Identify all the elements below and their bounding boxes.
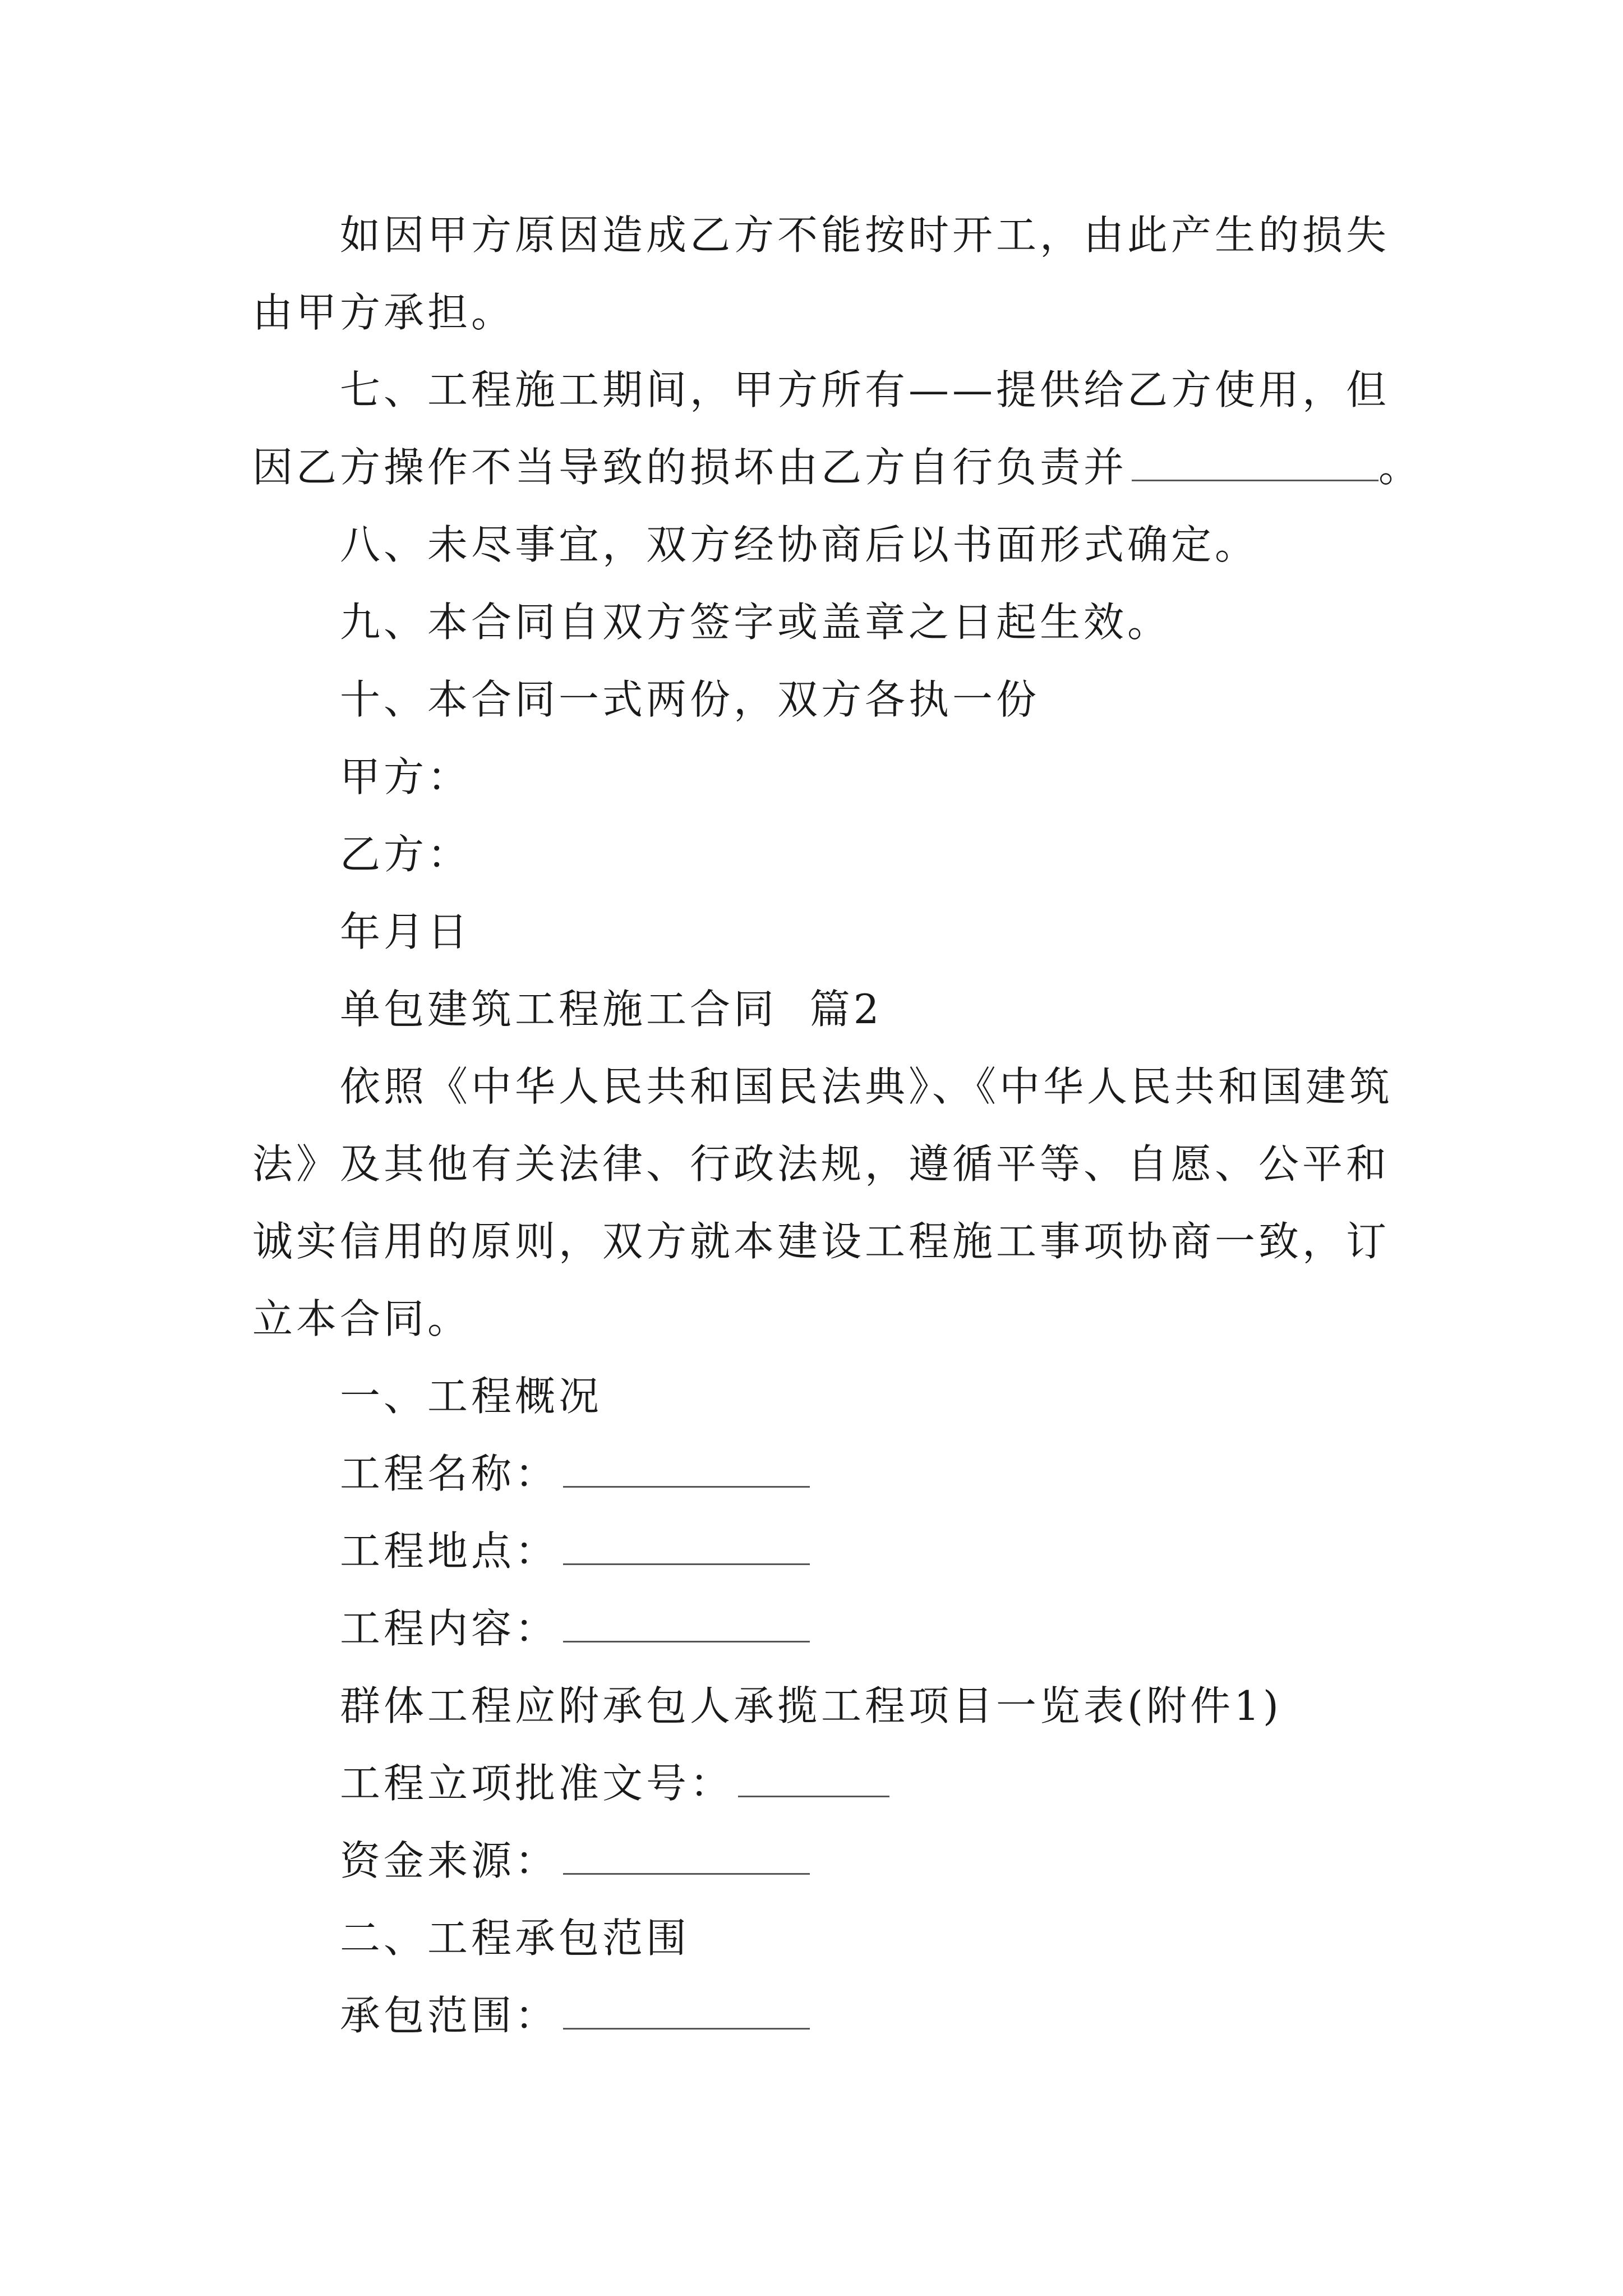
field-label: 工程内容： bbox=[340, 1605, 559, 1652]
line-text: 如因甲方原因造成乙方不能按时开工，由此产生的损失 bbox=[340, 211, 1390, 259]
document-body bbox=[252, 196, 1423, 2054]
form-field-line bbox=[252, 1745, 1374, 1822]
fill-in-blank bbox=[563, 1873, 810, 1875]
line-text: 七、工程施工期间，甲方所有——提供给乙方使用，但 bbox=[340, 366, 1390, 413]
paragraph-line bbox=[252, 1667, 1374, 1745]
fill-in-blank bbox=[563, 1563, 810, 1565]
line-text: 因乙方操作不当导致的损坏由乙方自行负责并 bbox=[252, 444, 1128, 491]
line-text: 群体工程应附承包人承揽工程项目一览表(附件1) bbox=[340, 1682, 1282, 1729]
line-text: 法》及其他有关法律、行政法规，遵循平等、自愿、公平和 bbox=[252, 1140, 1390, 1188]
line-text: 单包建筑工程施工合同 篇2 bbox=[340, 986, 883, 1033]
party-a-signature-line bbox=[252, 738, 1374, 816]
paragraph-line bbox=[252, 661, 1374, 738]
form-field-line bbox=[252, 1977, 1374, 2054]
field-label: 资金来源： bbox=[340, 1837, 559, 1884]
fill-in-blank bbox=[738, 1796, 889, 1797]
line-suffix: 。 bbox=[1378, 444, 1423, 491]
paragraph-line bbox=[252, 351, 1390, 429]
line-text: 由甲方承担。 bbox=[252, 289, 515, 336]
paragraph-line bbox=[252, 196, 1390, 274]
fill-in-blank bbox=[1132, 480, 1378, 481]
field-label: 工程名称： bbox=[340, 1450, 559, 1497]
line-text: 甲方： bbox=[340, 753, 472, 800]
form-field-line bbox=[252, 1590, 1374, 1667]
date-line bbox=[252, 893, 1374, 970]
line-text: 诚实信用的原则，双方就本建设工程施工事项协商一致，订 bbox=[252, 1218, 1390, 1265]
field-label: 承包范围： bbox=[340, 1992, 559, 2039]
line-text: 一、工程概况 bbox=[340, 1373, 603, 1420]
line-text: 依照《中华人民共和国民法典》、《中华人民共和国建筑 bbox=[340, 1063, 1394, 1110]
paragraph-line bbox=[252, 429, 1423, 506]
line-text: 二、工程承包范围 bbox=[340, 1915, 690, 1962]
clause-heading bbox=[252, 1899, 1374, 1977]
paragraph-line bbox=[252, 1048, 1394, 1125]
paragraph-line bbox=[252, 1203, 1390, 1280]
paragraph-line bbox=[252, 274, 1374, 351]
paragraph-line bbox=[252, 506, 1374, 583]
section-heading bbox=[252, 970, 1374, 1048]
paragraph-line bbox=[252, 1125, 1390, 1203]
line-text: 八、未尽事宜，双方经协商后以书面形式确定。 bbox=[340, 521, 1259, 568]
line-text: 十、本合同一式两份，双方各执一份 bbox=[340, 676, 1040, 723]
line-text: 立本合同。 bbox=[252, 1295, 472, 1342]
form-field-line bbox=[252, 1435, 1374, 1512]
line-text: 年月日 bbox=[340, 908, 472, 955]
paragraph-line bbox=[252, 583, 1374, 661]
field-label: 工程立项批准文号： bbox=[340, 1760, 734, 1807]
form-field-line bbox=[252, 1512, 1374, 1590]
fill-in-blank bbox=[563, 2028, 810, 2030]
fill-in-blank bbox=[563, 1486, 810, 1488]
form-field-line bbox=[252, 1822, 1374, 1899]
paragraph-line bbox=[252, 1280, 1374, 1358]
fill-in-blank bbox=[563, 1641, 810, 1642]
field-label: 工程地点： bbox=[340, 1527, 559, 1575]
party-b-signature-line bbox=[252, 816, 1374, 893]
line-text: 乙方： bbox=[340, 831, 472, 878]
line-text: 九、本合同自双方签字或盖章之日起生效。 bbox=[340, 599, 1172, 646]
clause-heading bbox=[252, 1358, 1374, 1435]
